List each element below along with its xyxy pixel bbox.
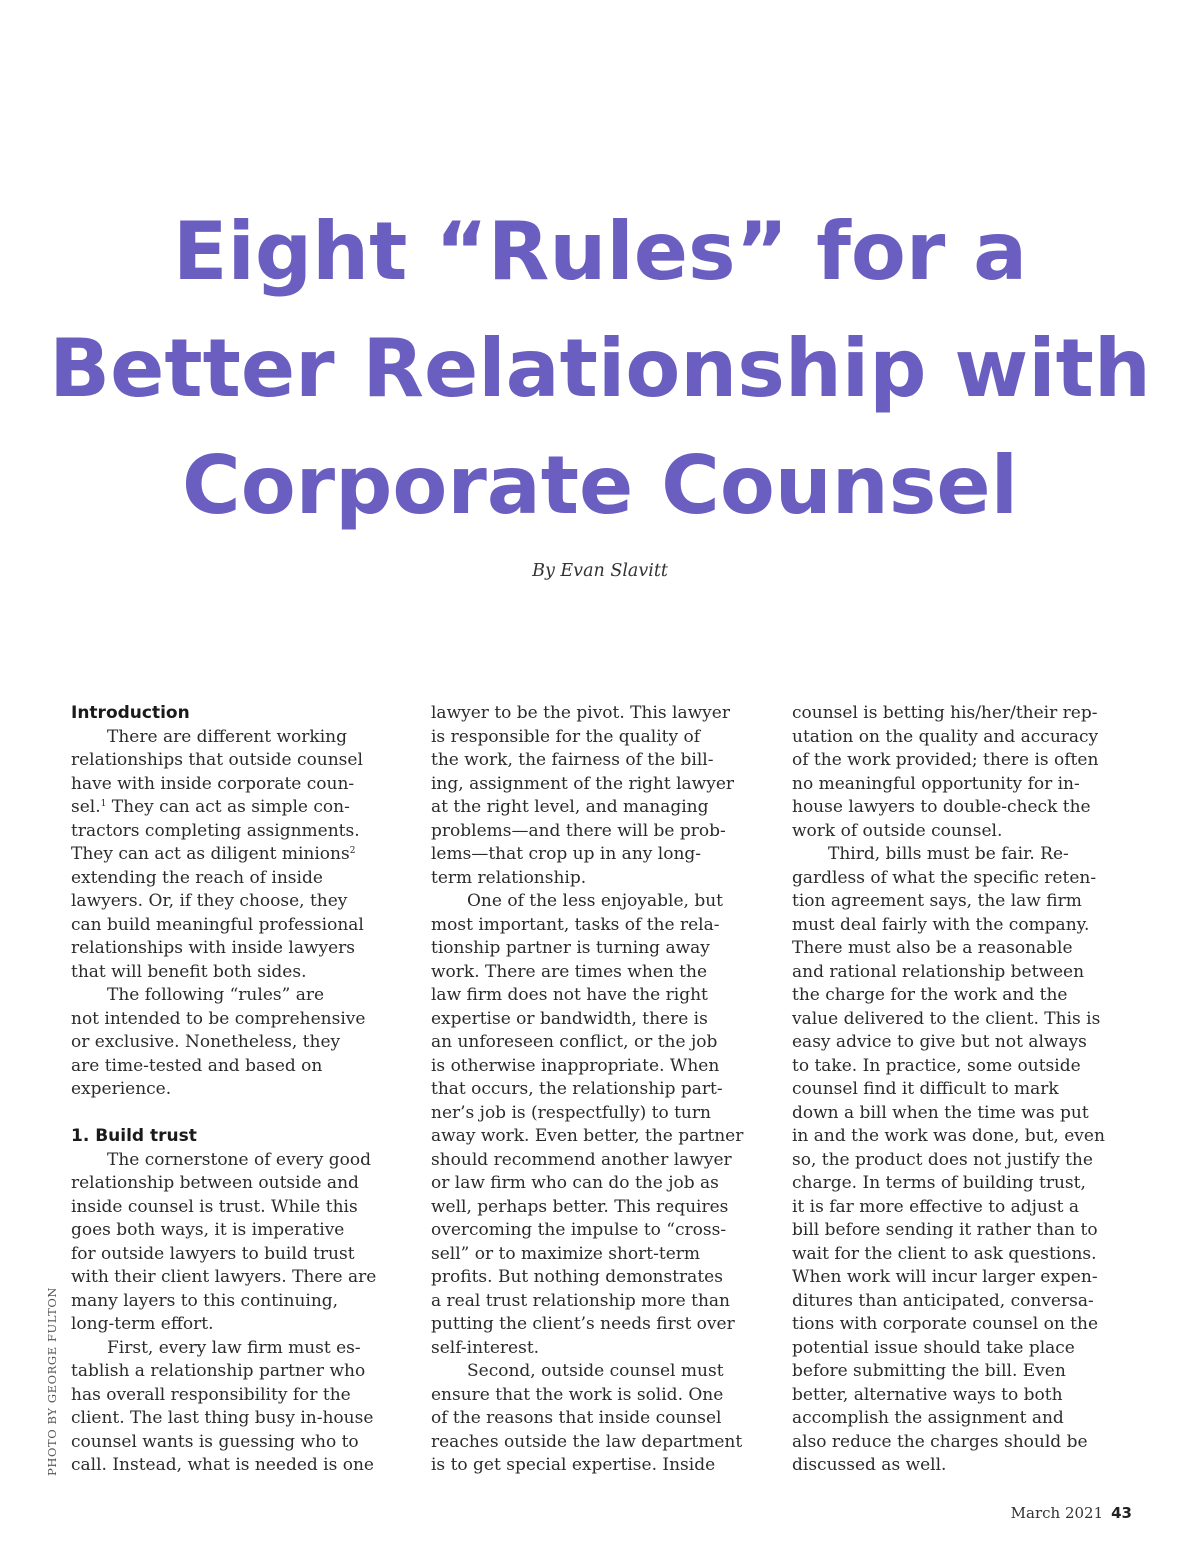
text-line: extending the reach of inside <box>71 867 323 888</box>
text-line: should recommend another lawyer <box>431 1149 732 1170</box>
text-line: The cornerstone of every good <box>107 1149 371 1170</box>
text-line: in and the work was done, but, even <box>792 1126 1105 1146</box>
text-line: have with inside corporate coun- <box>71 773 355 794</box>
text-line: overcoming the impulse to “cross- <box>431 1220 727 1240</box>
text-line: lawyers. Or, if they choose, they <box>71 891 348 911</box>
text-line: the charge for the work and the <box>792 985 1068 1005</box>
text-line: an unforeseen conflict, or the job <box>431 1032 718 1052</box>
page-footer <box>1011 1504 1132 1522</box>
text-fragment: They can act as diligent minions <box>71 844 350 864</box>
text-line: is responsible for the quality of <box>431 726 700 747</box>
text-line: inside counsel is trust. While this <box>71 1196 358 1217</box>
text-line: work. There are times when the <box>431 961 708 982</box>
paragraph-col3-2 <box>792 843 1137 1478</box>
text-line: easy advice to give but not always <box>792 1032 1087 1052</box>
text-line: sell” or to maximize short-term <box>431 1243 700 1264</box>
text-line: One of the less enjoyable, but <box>467 891 723 911</box>
paragraph-col2-1 <box>431 702 771 890</box>
text-fragment: sel. <box>71 797 101 817</box>
text-line: has overall responsibility for the <box>71 1384 351 1405</box>
title-line-3: Corporate Counsel <box>181 439 1018 532</box>
text-line: of the reasons that inside counsel <box>431 1408 722 1428</box>
text-line: goes both ways, it is imperative <box>71 1220 345 1240</box>
text-line: is otherwise inappropriate. When <box>431 1055 720 1076</box>
text-line: and rational relationship between <box>792 961 1085 982</box>
text-line: ing, assignment of the right lawyer <box>431 773 735 794</box>
text-column-2 <box>431 702 771 1478</box>
text-line: tion agreement says, the law firm <box>792 891 1082 911</box>
section-heading-build-trust: 1. Build trust <box>71 1126 197 1146</box>
text-line: call. Instead, what is needed is one <box>71 1455 374 1475</box>
text-line: Second, outside counsel must <box>467 1361 724 1381</box>
text-line: for outside lawyers to build trust <box>71 1243 355 1264</box>
text-line: down a bill when the time was put <box>792 1102 1089 1123</box>
text-line: must deal fairly with the company. <box>792 914 1090 935</box>
text-fragment: They can act as simple con- <box>106 797 350 817</box>
text-line: house lawyers to double-check the <box>792 797 1091 817</box>
text-line: of the work provided; there is often <box>792 750 1099 770</box>
text-line: not intended to be comprehensive <box>71 1008 366 1029</box>
text-line: The following “rules” are <box>107 985 325 1005</box>
footnote-ref-2[interactable]: 2 <box>349 846 356 856</box>
paragraph-col3-1 <box>792 702 1137 843</box>
text-line: to take. In practice, some outside <box>792 1055 1081 1076</box>
text-line: First, every law firm must es- <box>107 1337 361 1358</box>
paragraph-col2-2 <box>431 890 771 1360</box>
paragraph-col2-3 <box>431 1360 771 1478</box>
text-line: relationship between outside and <box>71 1173 359 1193</box>
text-line: charge. In terms of building trust, <box>792 1173 1086 1193</box>
text-line: reaches outside the law department <box>431 1431 743 1452</box>
text-line: tions with corporate counsel on the <box>792 1314 1099 1334</box>
text-line: many layers to this continuing, <box>71 1290 339 1311</box>
text-line: tionship partner is turning away <box>431 938 710 958</box>
text-line: client. The last thing busy in-house <box>71 1408 374 1428</box>
text-line: expertise or bandwidth, there is <box>431 1008 708 1029</box>
text-line: are time-tested and based on <box>71 1055 323 1076</box>
text-line: it is far more effective to adjust a <box>792 1196 1079 1217</box>
text-line: or law firm who can do the job as <box>431 1173 719 1193</box>
section-heading-introduction: Introduction <box>71 703 190 723</box>
text-line: well, perhaps better. This requires <box>431 1196 729 1217</box>
text-line: with their client lawyers. There are <box>71 1267 377 1287</box>
text-line: term relationship. <box>431 867 587 888</box>
text-line: There are different working <box>107 726 347 747</box>
text-line: experience. <box>71 1079 172 1099</box>
text-line: a real trust relationship more than <box>431 1290 730 1311</box>
text-line: no meaningful opportunity for in- <box>792 773 1080 794</box>
footnote-ref-1[interactable]: 1 <box>100 799 107 809</box>
text-line: problems—and there will be prob- <box>431 820 726 841</box>
text-line: most important, tasks of the rela- <box>431 914 720 935</box>
text-line: wait for the client to ask questions. <box>792 1243 1097 1264</box>
text-column-3 <box>792 702 1137 1478</box>
article-title <box>0 193 1200 544</box>
issue-date: March 2021 <box>1010 1504 1104 1522</box>
text-line: counsel wants is guessing who to <box>71 1431 359 1452</box>
paragraph-rule1-1 <box>71 1149 411 1337</box>
text-line: lems—that crop up in any long- <box>431 844 702 864</box>
paragraph-rule1-2 <box>71 1337 411 1478</box>
text-line: gardless of what the specific reten- <box>792 867 1097 888</box>
text-line <box>71 796 411 820</box>
text-line: bill before sending it rather than to <box>792 1220 1098 1240</box>
text-line: law firm does not have the right <box>431 985 708 1005</box>
text-line: also reduce the charges should be <box>792 1431 1088 1452</box>
paragraph-gap <box>71 1102 411 1126</box>
text-line: the work, the fairness of the bill- <box>431 750 714 770</box>
text-line: value delivered to the client. This is <box>792 1008 1101 1029</box>
text-line: that occurs, the relationship part- <box>431 1079 723 1099</box>
title-line-1: Eight “Rules” for a <box>172 205 1028 298</box>
text-line: There must also be a reasonable <box>792 938 1073 958</box>
text-line: relationships that outside counsel <box>71 750 363 770</box>
text-line: tablish a relationship partner who <box>71 1361 366 1381</box>
text-line: When work will incur larger expen- <box>792 1267 1098 1287</box>
text-line: long-term effort. <box>71 1314 214 1334</box>
byline: By Evan Slavitt <box>532 561 668 581</box>
text-line: can build meaningful professional <box>71 914 364 935</box>
text-line: away work. Even better, the partner <box>431 1126 744 1146</box>
paragraph-intro-2 <box>71 984 411 1102</box>
text-line: at the right level, and managing <box>431 797 709 817</box>
text-line: counsel find it difficult to mark <box>792 1079 1059 1099</box>
text-line: relationships with inside lawyers <box>71 938 356 958</box>
text-line: tractors completing assignments. <box>71 820 360 841</box>
text-line: that will benefit both sides. <box>71 961 307 982</box>
text-line: potential issue should take place <box>792 1337 1075 1358</box>
text-line: ner’s job is (respectfully) to turn <box>431 1102 711 1123</box>
text-line: before submitting the bill. Even <box>792 1361 1066 1381</box>
photo-credit: PHOTO BY GEORGE FULTON <box>45 1286 59 1476</box>
page-number: 43 <box>1111 1504 1132 1522</box>
text-line: ensure that the work is solid. One <box>431 1384 724 1405</box>
text-line <box>71 843 411 867</box>
text-line: putting the client’s needs first over <box>431 1314 735 1334</box>
text-line: or exclusive. Nonetheless, they <box>71 1032 341 1052</box>
title-line-2: Better Relationship with <box>49 322 1151 415</box>
text-line: profits. But nothing demonstrates <box>431 1267 723 1287</box>
text-line: ditures than anticipated, conversa- <box>792 1290 1094 1311</box>
paragraph-intro-1 <box>71 726 411 985</box>
text-line: self-interest. <box>431 1337 540 1358</box>
text-line: better, alternative ways to both <box>792 1384 1063 1405</box>
text-column-1 <box>71 702 411 1478</box>
text-line: lawyer to be the pivot. This lawyer <box>431 703 730 723</box>
text-line: is to get special expertise. Inside <box>431 1455 716 1475</box>
text-line: counsel is betting his/her/their rep- <box>792 703 1098 723</box>
text-line: utation on the quality and accuracy <box>792 726 1099 747</box>
text-line: Third, bills must be fair. Re- <box>828 844 1069 864</box>
text-line: work of outside counsel. <box>792 820 1003 841</box>
text-line: discussed as well. <box>792 1455 947 1475</box>
text-line: accomplish the assignment and <box>792 1408 1064 1428</box>
text-line: so, the product does not justify the <box>792 1149 1093 1170</box>
